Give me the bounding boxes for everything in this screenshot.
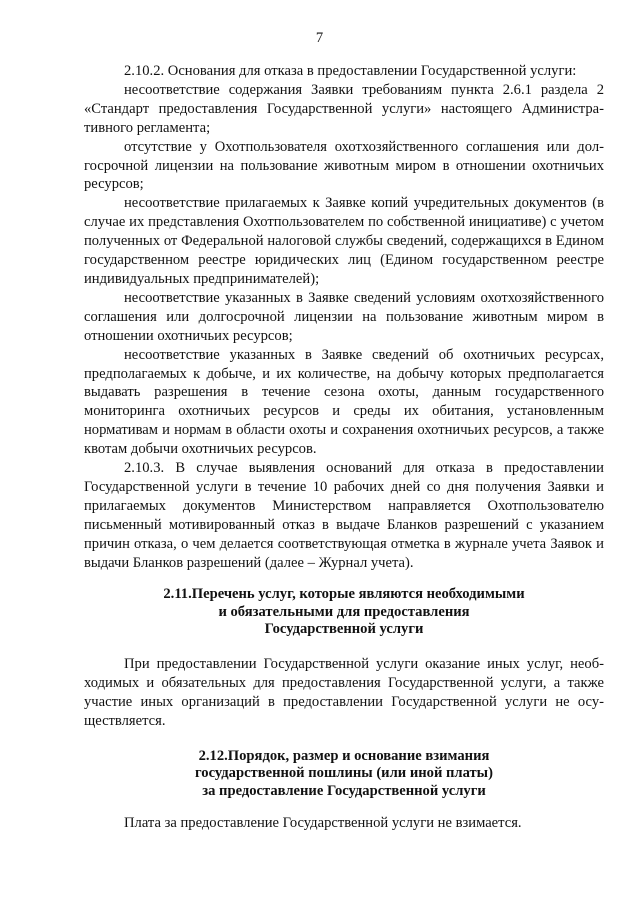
section-2-11-heading-line: 2.11.Перечень услуг, которые являются необходимыми [163, 586, 525, 603]
document-body [84, 62, 604, 833]
paragraph-ground-3: несоответствие прилагаемых к Заявке копий учредительных документов (в случае их представления Охотпользователем по собственной инициативе) с учетом полученных от Федеральной налоговой службы сведений, содержащихся в Едином государственном реестре юридических лиц (Едином государственном реестре индивидуальных предпринимателей); [84, 195, 604, 287]
paragraph-ground-2: отсутствие у Охотпользователя охотхозяйственного соглашения или долгосрочной лицензии на пользование животным миром в отношении охотничьих ресурсов; [84, 138, 604, 193]
paragraph-ground-1: несоответствие содержания Заявки требованиям пункта 2.6.1 раздела 2 «Стандарт предоставления Государственной услуги» настоящего Административного регламента; [84, 81, 604, 136]
section-2-11-heading-line: Государственной услуги [264, 621, 424, 638]
paragraph-ground-4: несоответствие указанных в Заявке сведений условиям охотхозяйственного соглашения или долгосрочной лицензии на пользование животным миром в отношении охотничьих ресурсов; [84, 289, 604, 344]
section-2-11-heading-line: и обязательными для предоставления [218, 603, 470, 620]
section-2-12-heading-line: 2.12.Порядок, размер и основание взимания [198, 747, 490, 764]
section-2-12-text: Плата за предоставление Государственной услуги не взимается. [124, 815, 522, 832]
section-2-12-heading [84, 748, 604, 801]
paragraph-2-10-2: 2.10.2. Основания для отказа в предоставлении Государственной услуги: [124, 63, 577, 79]
section-2-11-text: При предоставлении Государственной услуги оказание иных услуг, необходимых и обязательных для предоставления Государственной услуги, а также участие иных организаций в предоставлении Государственной услуги не осуществляется. [84, 655, 604, 729]
section-2-11-heading [84, 586, 604, 639]
section-2-12-heading-line: за предоставление Государственной услуги [202, 782, 486, 799]
paragraph-ground-5: несоответствие указанных в Заявке сведений об охотничьих ресурсах, предполагаемых к добыче, и их количестве, на добычу которых предполагается выдавать разрешения в течение сезона охоты, данным государственного мониторинга охотничьих ресурсов и среды их обитания, установленным нормативам и нормам в области охоты и сохранения охотничьих ресурсов, а также квотам добычи охотничьих ресурсов. [84, 346, 604, 458]
section-2-12-heading-line: государственной пошлины (или иной платы) [195, 765, 493, 782]
page-number: 7 [315, 30, 324, 46]
paragraph-2-10-3: 2.10.3. В случае выявления оснований для отказа в предоставлении Государственной услуги в течение 10 рабочих дней со дня получения Заявки и прилагаемых документов Министерством направляется Охотпользователю письменный мотивированный отказ в выдаче Бланков разрешений с указанием причин отказа, о чем делается соответствующая отметка в журнале учета Заявок и выдачи Бланков разрешений (далее – Журнал учета). [84, 460, 604, 571]
